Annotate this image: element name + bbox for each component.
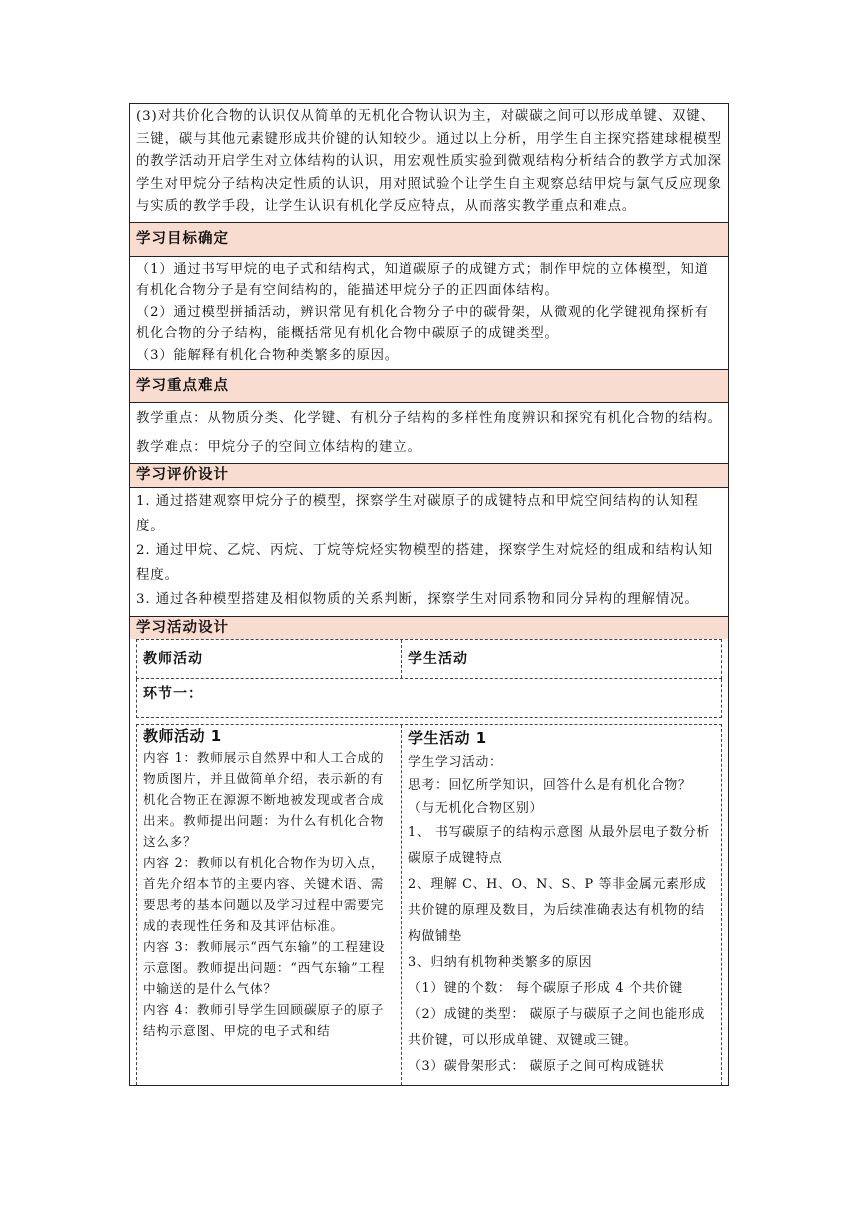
teacher-activity bbox=[137, 725, 402, 1085]
student-activity-line: 学生学习活动： bbox=[408, 754, 503, 770]
intro-paragraph: (3)对共价化合物的认识仅从简单的无机化合物认识为主，对碳碳之间可以形成单键、双键、三键，碳与其他元素键形成共价键的认知较少。通过以上分析，用学生自主探究搭建球棍模型的教学活动开启学生对立体结构的认识，用宏观性质实验到微观结构分析结合的教学方式加深学生对甲烷分子结构决定性质的认识，用对照试验个让学生自主观察总结甲烷与氯气反应现象与实质的教学手段，让学生认识有机化学反应特点，从而落实教学重点和难点。 bbox=[136, 109, 722, 215]
activities-area bbox=[130, 639, 728, 1085]
objectives-cell bbox=[130, 257, 728, 371]
activity-row bbox=[136, 724, 722, 1085]
table-frame bbox=[129, 103, 729, 1086]
evaluation-item: 2. 通过甲烷、乙烷、丙烷、丁烷等烷烃实物模型的搭建，探察学生对烷烃的组成和结构认知程度。 bbox=[136, 543, 714, 583]
teacher-column-header: 教师活动 bbox=[137, 640, 402, 678]
evaluation-heading: 学习评价设计 bbox=[130, 464, 728, 488]
student-activity-line: （1）键的个数： 每个碳原子形成 4 个共价键 bbox=[408, 980, 683, 996]
student-activity-title: 学生活动 1 bbox=[408, 728, 487, 747]
student-column-header: 学生活动 bbox=[408, 650, 468, 667]
teacher-activity-line: 内容 2：教师以有机化合物作为切入点，首先介绍本节的主要内容、关键术语、需要思考的基本问题以及学习过程中需要完成的表现性任务和及其评估标准。 bbox=[143, 854, 385, 933]
teacher-activity-title: 教师活动 1 bbox=[143, 726, 222, 745]
keypoints-heading: 学习重点难点 bbox=[130, 370, 728, 403]
evaluation-item: 3. 通过各种模型搭建及相似物质的关系判断，探察学生对同系物和同分异构的理解情况。 bbox=[136, 592, 699, 608]
objective-item: （2）通过模型拼插活动，辨识常见有机化合物分子中的碳骨架，从微观的化学键视角探析有机化合物的分子结构，能概括常见有机化合物中碳原子的成键类型。 bbox=[136, 304, 709, 342]
section-label: 环节一： bbox=[136, 679, 722, 718]
objective-item: （1）通过书写甲烷的电子式和结构式，知道碳原子的成键方式；制作甲烷的立体模型，知道有机化合物分子是有空间结构的，能描述甲烷分子的正四面体结构。 bbox=[136, 261, 709, 299]
student-activity-line: 思考：回忆所学知识，回答什么是有机化合物？（与无机化合物区别） bbox=[408, 777, 692, 816]
student-activity-line: 2、理解 C、H、O、N、S、P 等非金属元素形成共价键的原理及数目，为后续准确表达有机物的结构做铺垫 bbox=[408, 876, 707, 944]
lesson-plan-table bbox=[129, 103, 729, 1086]
activities-heading: 学习活动设计 bbox=[130, 617, 728, 639]
activity-column-headers bbox=[136, 639, 722, 679]
evaluation-cell bbox=[130, 488, 728, 617]
teacher-activity-line: 内容 1：教师展示自然界中和人工合成的物质图片，并且做简单介绍，表示新的有机化合物正在源源不断地被发现或者合成出来。教师提出问题：为什么有机化合物这么多？ bbox=[143, 749, 385, 849]
objective-item: （3）能解释有机化合物种类繁多的原因。 bbox=[136, 347, 399, 363]
student-activity-line: （3）碳骨架形式： 碳原子之间可构成链状 bbox=[408, 1058, 665, 1074]
student-activity-line: （2）成键的类型： 碳原子与碳原子之间也能形成共价键，可以形成单键、双键或三键。 bbox=[408, 1006, 706, 1048]
objectives-heading: 学习目标确定 bbox=[130, 223, 728, 257]
teacher-activity-line: 内容 3：教师展示“西气东输”的工程建设示意图。教师提出问题：“西气东输”工程中输送的是什么气体？ bbox=[143, 938, 386, 996]
evaluation-item: 1. 通过搭建观察甲烷分子的模型，探察学生对碳原子的成键特点和甲烷空间结构的认知程度。 bbox=[136, 494, 699, 534]
teaching-focus: 教学重点：从物质分类、化学键、有机分子结构的多样性角度辨识和探究有机化合物的结构。 bbox=[136, 411, 722, 427]
student-activity bbox=[402, 725, 721, 1085]
student-activity-line: 1、 书写碳原子的结构示意图 从最外层电子数分析碳原子成键特点 bbox=[408, 824, 710, 866]
teacher-activity-line: 内容 4：教师引导学生回顾碳原子的原子结构示意图、甲烷的电子式和结 bbox=[143, 1001, 385, 1038]
intro-cell bbox=[130, 104, 728, 223]
keypoints-cell bbox=[130, 403, 728, 464]
teaching-difficulty: 教学难点：甲烷分子的空间立体结构的建立。 bbox=[136, 440, 422, 456]
student-activity-line: 3、归纳有机物种类繁多的原因 bbox=[408, 954, 593, 970]
